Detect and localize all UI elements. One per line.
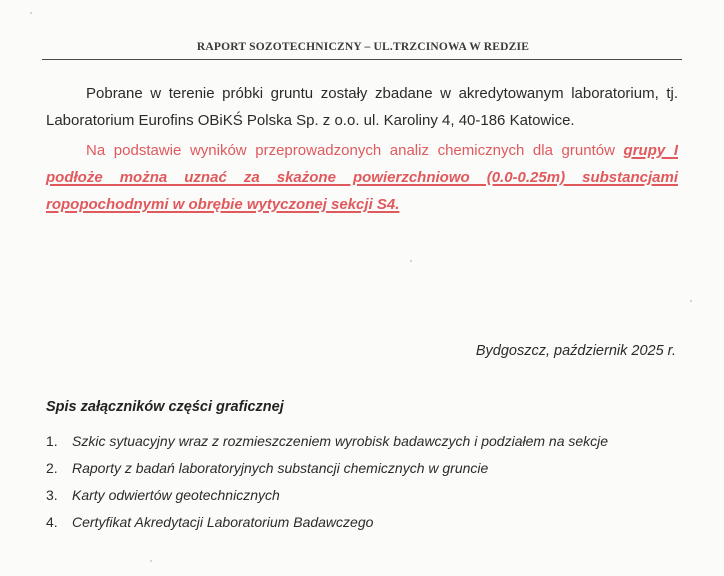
conclusion-paragraph bbox=[46, 137, 678, 218]
scan-speck bbox=[150, 560, 152, 562]
list-item-text: Szkic sytuacyjny wraz z rozmieszczeniem wyrobisk badawczych i podziałem na sekcje bbox=[72, 433, 609, 449]
header-rule bbox=[42, 59, 682, 60]
list-item-number: 1. bbox=[46, 433, 58, 449]
list-item bbox=[46, 509, 608, 536]
conclusion-underlined-text: grupy I podłoże można uznać za skażone powierzchniowo (0.0-0.25m) substancjami ropopochodnymi w obrębie wytyczonej sekcji S4. bbox=[46, 142, 678, 213]
list-item-text: Certyfikat Akredytacji Laboratorium Badawczego bbox=[72, 514, 374, 530]
list-item-text: Karty odwiertów geotechnicznych bbox=[72, 487, 280, 503]
list-item-number: 3. bbox=[46, 487, 58, 503]
list-item-text: Raporty z badań laboratoryjnych substancji chemicznych w gruncie bbox=[72, 460, 489, 476]
scan-speck bbox=[690, 300, 692, 302]
scan-speck bbox=[410, 260, 412, 262]
list-item-number: 2. bbox=[46, 460, 58, 476]
list-item bbox=[46, 428, 608, 455]
conclusion-plain-text: Na podstawie wyników przeprowadzonych analiz chemicznych dla gruntów bbox=[86, 142, 624, 159]
list-item bbox=[46, 455, 608, 482]
place-date: Bydgoszcz, październik 2025 r. bbox=[475, 343, 676, 359]
attachments-title: Spis załączników części graficznej bbox=[46, 399, 284, 415]
page-header-title: RAPORT SOZOTECHNICZNY – UL.TRZCINOWA W REDZIE bbox=[196, 41, 530, 53]
attachments-list bbox=[46, 428, 608, 536]
list-item bbox=[46, 482, 608, 509]
scan-speck bbox=[30, 12, 32, 14]
list-item-number: 4. bbox=[46, 514, 58, 530]
lab-paragraph: Pobrane w terenie próbki gruntu zostały zbadane w akredytowanym laboratorium, tj. Laboratorium Eurofins OBiKŚ Polska Sp. z o.o. ul. Karoliny 4, 40-186 Katowice. bbox=[46, 85, 678, 129]
